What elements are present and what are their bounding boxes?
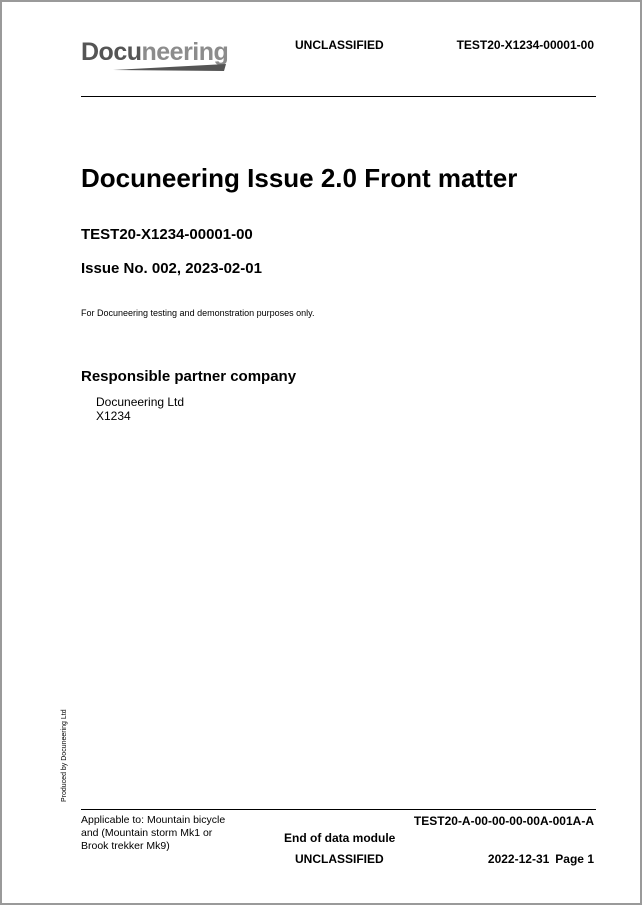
footer-date-page	[488, 852, 594, 866]
page-number: Page 1	[555, 852, 594, 866]
footer-divider	[81, 809, 596, 810]
header-doc-code: TEST20-X1234-00001-00	[456, 38, 594, 52]
end-of-data-module: End of data module	[284, 831, 396, 845]
responsible-partner-code: X1234	[96, 409, 131, 423]
data-module-code: TEST20-A-00-00-00-00A-001A-A	[413, 814, 594, 828]
header-divider	[81, 96, 596, 97]
issue-info: Issue No. 002, 2023-02-01	[81, 260, 262, 277]
applicability-text: Applicable to: Mountain bicycle and (Mountain storm Mk1 or Brook trekker Mk9)	[81, 814, 226, 852]
usage-note: For Docuneering testing and demonstration purposes only.	[81, 308, 315, 318]
responsible-partner-details	[96, 395, 184, 423]
logo-text-dark: Docu	[81, 38, 142, 66]
issue-date: 2022-12-31	[487, 852, 550, 866]
document-code: TEST20-X1234-00001-00	[81, 226, 253, 243]
header-classification: UNCLASSIFIED	[295, 38, 384, 52]
produced-by-label: Produced by Docuneering Ltd	[61, 709, 68, 802]
docuneering-logo	[81, 38, 231, 74]
footer-classification: UNCLASSIFIED	[295, 852, 384, 866]
responsible-partner-name: Docuneering Ltd	[96, 395, 185, 409]
responsible-partner-heading: Responsible partner company	[81, 368, 297, 385]
logo-swoosh-icon	[81, 38, 231, 74]
page-title: Docuneering Issue 2.0 Front matter	[81, 163, 518, 193]
logo-text-light: neering	[141, 38, 229, 66]
